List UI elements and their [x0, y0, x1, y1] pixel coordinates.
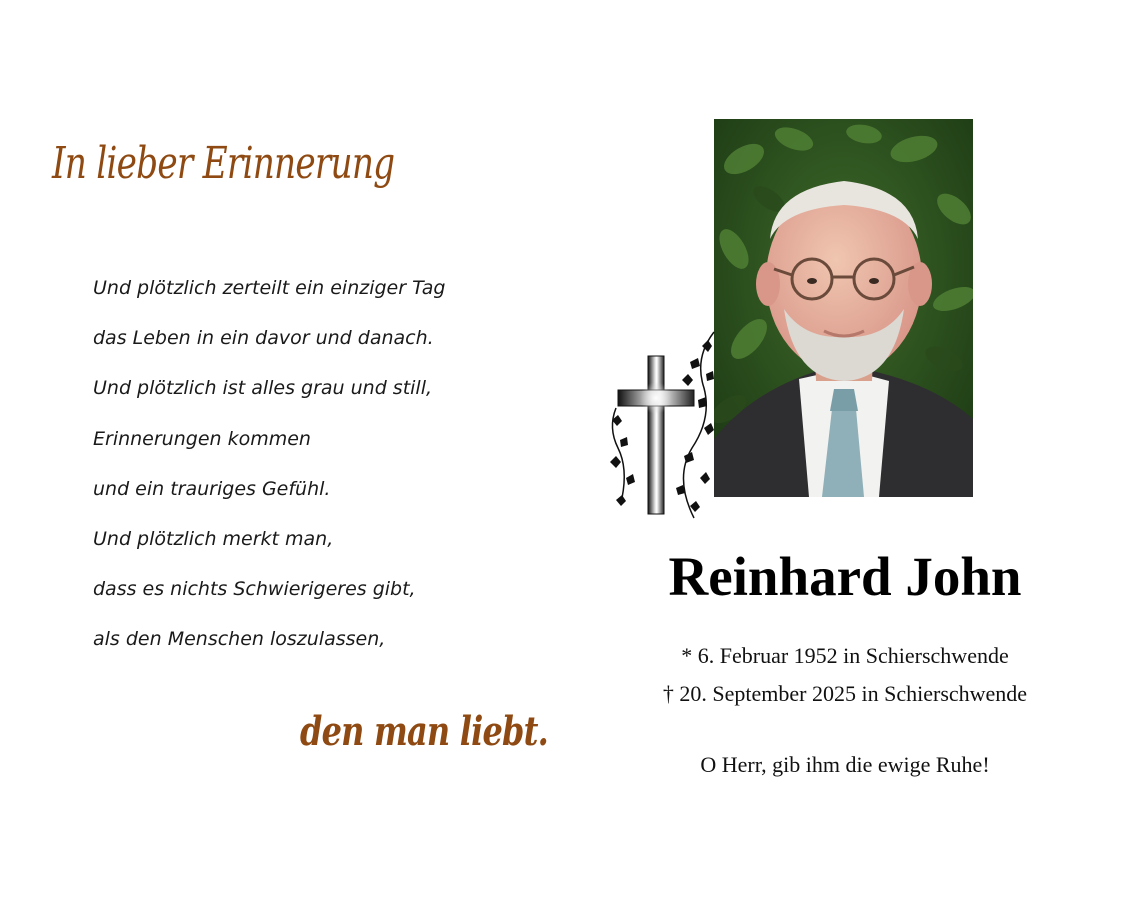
birth-date: * 6. Februar 1952 in Schierschwende	[681, 643, 1009, 668]
portrait-photo	[714, 119, 973, 497]
poem-line: Und plötzlich ist alles grau und still,	[93, 377, 433, 400]
heading-title: In lieber Erinnerung	[52, 138, 395, 189]
poem	[93, 270, 445, 672]
poem-line: Und plötzlich zerteilt ein einziger Tag	[93, 277, 446, 299]
death-date: † 20. September 2025 in Schierschwende	[662, 681, 1028, 706]
poem-line: als den Menschen loszulassen,	[93, 628, 386, 651]
portrait-image	[714, 119, 973, 497]
prayer-line: O Herr, gib ihm die ewige Ruhe!	[700, 752, 990, 777]
poem-line: das Leben in ein davor und danach.	[93, 327, 434, 350]
cross-with-ivy-icon	[604, 328, 720, 528]
poem-line: dass es nichts Schwierigeres gibt,	[93, 578, 416, 601]
poem-line: und ein trauriges Gefühl.	[93, 477, 331, 500]
closing-line: den man liebt.	[300, 708, 548, 755]
poem-line: Und plötzlich merkt man,	[93, 527, 334, 550]
deceased-name: Reinhard John	[668, 546, 1022, 607]
poem-line: Erinnerungen kommen	[93, 427, 311, 450]
